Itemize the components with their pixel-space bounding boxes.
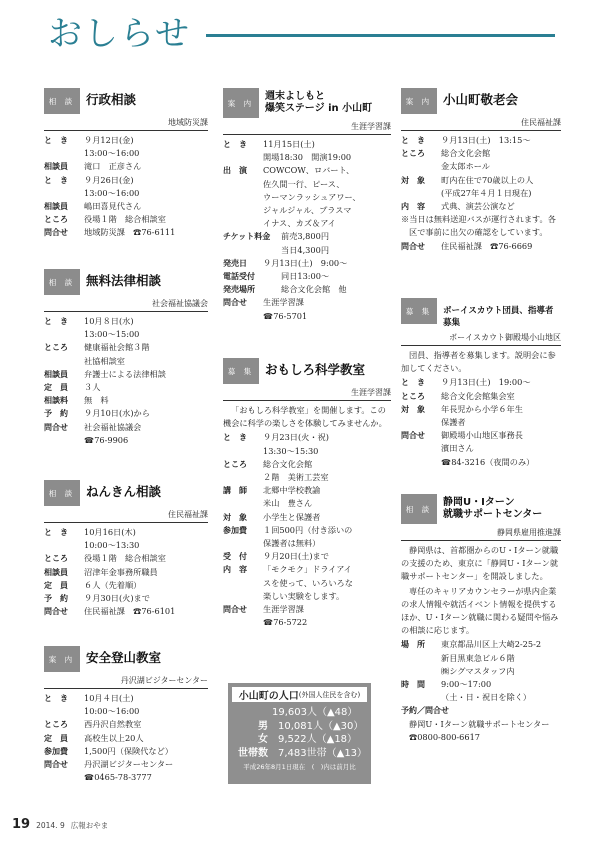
info-value: １回500円（付き添いの 保護者は無料）	[263, 524, 353, 549]
info-row	[223, 296, 391, 322]
info-label: 時 間	[401, 680, 425, 690]
info-value: 沼津年金事務所職員	[84, 566, 158, 577]
info-label: ところ	[44, 554, 68, 564]
info-rows	[401, 240, 561, 253]
info-label: 定 員	[44, 733, 68, 743]
info-row	[44, 692, 208, 718]
info-row	[44, 718, 208, 731]
info-row	[401, 678, 561, 704]
info-value: 住民福祉課 ☎76-6669	[441, 240, 533, 251]
section-dept: 静岡県雇用推進課	[401, 524, 561, 541]
section-title	[437, 494, 542, 521]
info-row	[44, 368, 208, 381]
info-value: 御殿場小山地区事務長 濱田さん ☎84-3216（夜間のみ）	[441, 430, 535, 467]
section-title: 安全登山教室	[86, 650, 162, 665]
info-value: ９月20日(土)まで	[263, 551, 329, 562]
info-rows	[44, 692, 208, 784]
info-rows	[44, 134, 208, 240]
intro-text: 静岡県は、首都圏からのU・Iターン就職の支援のため、東京に「静岡U・Iターン就職サポートセンター」を開設しました。	[401, 545, 559, 582]
ticket-row	[223, 230, 391, 256]
population-title-note: (外国人住民を含む)	[298, 690, 361, 699]
info-value: ９月10日(水)から	[84, 408, 150, 419]
info-label: 相談員	[44, 369, 68, 379]
info-row	[44, 526, 208, 552]
population-households-row	[228, 747, 371, 761]
section-nenkin-soudan	[44, 480, 208, 618]
info-value: 東京都品川区上大崎2-25-2 新目黒東急ビル６階 ㈱シグマスタッフ内	[441, 639, 542, 676]
info-label: ところ	[44, 343, 68, 353]
info-label: 問合せ	[401, 241, 425, 251]
population-female-label: 女	[258, 734, 268, 745]
section-tag: 募 集	[223, 358, 259, 384]
info-label: 相談員	[44, 162, 68, 172]
info-value: 総合文化会館 他	[281, 284, 347, 295]
population-note: 平成26年8月1日現在 ( )内は前月比	[243, 763, 356, 771]
info-value: ９月26日(金) 13:00～16:00	[84, 174, 140, 198]
page-footer	[12, 817, 108, 832]
info-row	[401, 429, 561, 469]
info-label: 問合せ	[44, 760, 68, 770]
population-male-label: 男	[258, 720, 268, 732]
section-tag: 案 内	[401, 88, 437, 114]
info-value: 丹沢湖ビジターセンター ☎0465-78-3777	[84, 759, 174, 783]
section-dept: 社会福祉協議会	[44, 295, 208, 312]
info-label: 問合せ	[223, 298, 247, 308]
section-dept: 住民福祉課	[44, 506, 208, 523]
info-value: 10月８日(水) 13:00～15:00	[84, 316, 140, 340]
info-value: 高校生以上20人	[84, 732, 144, 743]
info-row	[401, 174, 561, 200]
section-title-line1: 静岡U・Iターン	[443, 497, 515, 508]
population-male: 10,081人（▲30）	[278, 720, 364, 732]
info-value: 健康福祉会館３階 社協相談室	[84, 342, 150, 366]
section-houritsu-soudan	[44, 269, 208, 447]
info-value: ６人（先着順）	[84, 579, 142, 590]
info-row	[44, 732, 208, 745]
section-title-line1: 週末よしもと	[265, 91, 325, 102]
section-gyosei-soudan	[44, 88, 208, 240]
section-title: 小山町敬老会	[443, 92, 519, 107]
section-tag: 相 談	[44, 269, 80, 295]
ticket-label: チケット料金	[223, 232, 271, 242]
section-bakusho-stage	[223, 88, 391, 323]
info-value: 社会福祉協議会	[84, 421, 142, 432]
info-value: 総合文化会館 金太郎ホール	[441, 148, 491, 172]
intro-text: 団員、指導者を募集します。説明会に参加してください。	[401, 350, 556, 374]
info-label: 問合せ	[223, 605, 247, 615]
info-label: 対 象	[401, 175, 425, 185]
info-row	[223, 550, 391, 563]
info-value: 生涯学習課 ☎76-5701	[263, 297, 308, 321]
info-label: 受 付	[223, 552, 247, 562]
population-box	[228, 683, 371, 784]
info-value: ９月13日(土) 9:00～	[263, 257, 348, 268]
section-tag: 相 談	[44, 480, 80, 506]
info-rows	[401, 376, 561, 468]
population-total-row	[228, 706, 371, 720]
info-row	[223, 164, 391, 230]
info-row	[44, 341, 208, 367]
info-rows	[223, 431, 391, 629]
info-rows	[401, 134, 561, 213]
section-ui-turn	[401, 494, 561, 744]
info-value: 無 料	[84, 395, 109, 406]
page-number: 19	[12, 817, 31, 832]
info-row	[223, 431, 391, 457]
info-rows	[44, 315, 208, 434]
section-boy-scout	[401, 298, 561, 469]
info-row	[223, 138, 391, 164]
population-female: 9,522人（▲18）	[278, 734, 358, 745]
section-tag: 案 内	[223, 88, 259, 118]
info-row	[401, 390, 561, 403]
info-rows	[223, 257, 391, 323]
info-value: 北郷中学校教諭 米山 豊さん	[263, 485, 321, 509]
info-row	[44, 407, 208, 420]
info-value: 10月16日(木) 10:00～13:30	[84, 527, 140, 551]
info-row	[44, 745, 208, 758]
population-female-row	[228, 733, 371, 747]
info-label: 相談員	[44, 202, 68, 212]
info-row	[44, 592, 208, 605]
section-title: ボーイスカウト団員、指導者募集	[443, 306, 554, 328]
info-row	[401, 403, 561, 429]
info-label: 場 所	[401, 640, 425, 650]
info-value: 11月15日(土) 開場18:30 開演19:00	[263, 139, 352, 163]
info-label: 予 約	[44, 409, 68, 419]
section-tag: 相 談	[44, 88, 80, 114]
info-value: 「モクモク」ドライアイ スを使って、いろいろな 楽しい実験をします。	[263, 564, 353, 601]
info-row	[44, 226, 208, 239]
info-value: ３人	[84, 382, 101, 393]
info-label: 参加費	[44, 746, 68, 756]
note-text: ※当日は無料送迎バスが運行されます。各区で事前に出欠の確認をしています。	[401, 214, 556, 238]
info-label: 参加費	[223, 525, 247, 535]
info-label: 対 象	[401, 404, 425, 414]
issue-date: 2014. 9	[36, 821, 65, 830]
section-title: おもしろ科学教室	[265, 362, 366, 377]
info-row	[401, 240, 561, 253]
info-label: と き	[223, 433, 247, 443]
section-title	[259, 88, 372, 115]
info-value: 9:00～17:00 （土・日・祝日を除く）	[441, 679, 532, 703]
section-kagaku-kyoushitsu	[223, 358, 391, 629]
section-dept: 地域防災課	[44, 114, 208, 131]
info-value: 同日13:00～	[281, 271, 330, 282]
info-value: 生涯学習課 ☎76-5722	[263, 604, 308, 628]
info-value: 西丹沢自然教室	[84, 719, 142, 730]
section-tag: 案 内	[44, 646, 80, 672]
info-label: 定 員	[44, 383, 68, 393]
info-row	[44, 213, 208, 226]
section-title-line2: 就職サポートセンター	[443, 509, 543, 520]
info-value: 嶋田喜見代さん	[84, 201, 142, 212]
info-row	[44, 605, 208, 618]
info-label: ところ	[401, 391, 425, 401]
info-value: 小学生と保護者	[263, 511, 321, 522]
info-label: 相談料	[44, 396, 68, 406]
section-title: 行政相談	[86, 92, 137, 107]
info-label: ところ	[44, 215, 68, 225]
section-dept: 住民福祉課	[401, 114, 561, 131]
contact-block	[401, 704, 561, 744]
info-label: と き	[44, 175, 68, 185]
info-label: 発売場所	[223, 285, 255, 295]
section-dept: 生涯学習課	[223, 118, 391, 135]
publication-name: 広報おやま	[70, 821, 109, 830]
intro-text: 「おもしろ科学教室」を開催します。この機会に科学の楽しさを体験してみませんか。	[223, 405, 387, 429]
info-label: と き	[44, 317, 68, 326]
info-row	[44, 381, 208, 394]
info-value: ９月13日(土) 13:15～	[441, 135, 531, 145]
info-label: 出 演	[223, 166, 247, 176]
info-row	[44, 758, 208, 784]
info-label: 予 約	[44, 594, 68, 604]
info-value: 総合文化会館集会室	[441, 390, 515, 401]
section-dept: ボーイスカウト御殿場小山地区	[401, 329, 561, 346]
population-title	[232, 687, 367, 702]
info-row	[223, 283, 391, 296]
info-row	[401, 134, 561, 147]
title-rule	[206, 34, 555, 37]
ticket-value: 前売3,800円 当日4,300円	[281, 231, 330, 255]
info-row	[44, 552, 208, 565]
info-label: ところ	[401, 149, 425, 159]
section-keirou-kai	[401, 88, 561, 253]
population-households-label: 世帯数	[238, 747, 268, 759]
info-row	[223, 603, 391, 629]
info-row	[401, 638, 561, 678]
info-row	[401, 376, 561, 389]
info-label: と き	[401, 378, 425, 388]
info-value: 弁護士による法律相談	[84, 368, 166, 379]
info-label: と き	[223, 140, 247, 149]
info-rows	[401, 638, 561, 704]
info-row	[223, 270, 391, 283]
population-title-text: 小山町の人口	[238, 691, 299, 702]
info-label: 問合せ	[44, 228, 68, 238]
contact-label: 予約／問合せ	[401, 706, 449, 716]
info-value: 1,500円（保険代など）	[84, 745, 173, 756]
info-value: 役場１階 総合相談室	[84, 214, 166, 225]
info-label: 対 象	[223, 512, 247, 522]
info-label: ところ	[223, 459, 247, 469]
info-label: 電話受付	[223, 272, 255, 282]
info-label: と き	[44, 528, 68, 537]
info-row	[223, 511, 391, 524]
info-label: 問合せ	[44, 422, 68, 432]
info-value: 式典、演芸公演など	[441, 201, 515, 212]
info-row	[401, 147, 561, 173]
contact-value: 静岡U・Iターン就職サポートセンター ☎0800-800-6617	[409, 718, 558, 742]
section-tag: 募 集	[401, 298, 437, 324]
info-value: 町内在住で70歳以上の人 (平成27年４月１日現在)	[441, 174, 534, 198]
info-value: ９月23日(火・祝) 13:30～15:30	[263, 432, 329, 456]
info-row	[44, 394, 208, 407]
info-row	[223, 458, 391, 484]
info-value: ９月30日(火)まで	[84, 593, 150, 604]
section-tozan-kyoushitsu	[44, 646, 208, 784]
info-label: 内 容	[223, 565, 247, 575]
info-row	[44, 421, 208, 434]
info-row	[44, 200, 208, 213]
info-value: 住民福祉課 ☎76-6101	[84, 606, 176, 617]
section-title: 無料法律相談	[86, 273, 162, 288]
info-rows	[223, 138, 391, 230]
section-tag: 相 談	[401, 494, 437, 524]
info-label: 相談員	[44, 567, 68, 577]
population-total: 19,603人（▲48）	[272, 707, 358, 718]
info-label: 問合せ	[401, 431, 425, 441]
page-title: おしらせ	[48, 14, 191, 54]
info-row	[44, 579, 208, 592]
info-label: 講 師	[223, 486, 247, 496]
intro-text: 専任のキャリアカウンセラーが県内企業の求人情報や就活イベント情報を提供するほか、U・Iターン就職に関わる疑問や悩みの相談に応じます。	[401, 585, 559, 636]
info-row	[223, 484, 391, 510]
info-label: 内 容	[401, 202, 425, 212]
info-label: 定 員	[44, 580, 68, 590]
info-row	[223, 524, 391, 550]
section-title: ねんきん相談	[86, 484, 162, 499]
info-value: ９月12日(金) 13:00～16:00	[84, 135, 140, 159]
section-title-line2: 爆笑ステージ in 小山町	[265, 103, 373, 114]
population-male-row	[228, 720, 371, 734]
info-label: 発売日	[223, 258, 247, 268]
info-label: と き	[44, 136, 68, 145]
info-value: COWCOW、ロバート、 佐久間一行、ピース、 ウーマンラッシュアワー、 ジャルジャル、プラスマ イナス、カズ＆アイ	[263, 165, 361, 229]
section-dept: 生涯学習課	[223, 384, 391, 401]
info-value: 年長児から小学６年生 保護者	[441, 403, 523, 428]
section-dept: 丹沢湖ビジターセンター	[44, 672, 208, 689]
info-rows	[44, 526, 208, 618]
population-households: 7,483世帯（▲13）	[278, 747, 368, 759]
info-label: ところ	[44, 720, 68, 730]
info-value: 役場１階 総合相談室	[84, 553, 166, 564]
info-row	[44, 134, 208, 160]
info-label: 問合せ	[44, 607, 68, 617]
info-value: 総合文化会館 ２階 美術工芸室	[263, 458, 329, 483]
info-label: と き	[44, 694, 68, 703]
info-row	[401, 200, 561, 213]
info-row	[44, 174, 208, 200]
tel-number: ☎76-9906	[84, 434, 129, 445]
info-value: 地域防災課 ☎76-6111	[84, 227, 176, 238]
info-value: 滝口 正彦さん	[84, 161, 142, 172]
info-row	[44, 160, 208, 173]
info-value: ９月13日(土) 19:00～	[441, 377, 531, 388]
info-row	[223, 563, 391, 603]
info-value: 10月４日(土) 10:00～16:00	[84, 693, 140, 717]
info-row	[44, 315, 208, 341]
info-row	[44, 566, 208, 579]
info-row	[223, 257, 391, 270]
info-label: と き	[401, 136, 425, 145]
